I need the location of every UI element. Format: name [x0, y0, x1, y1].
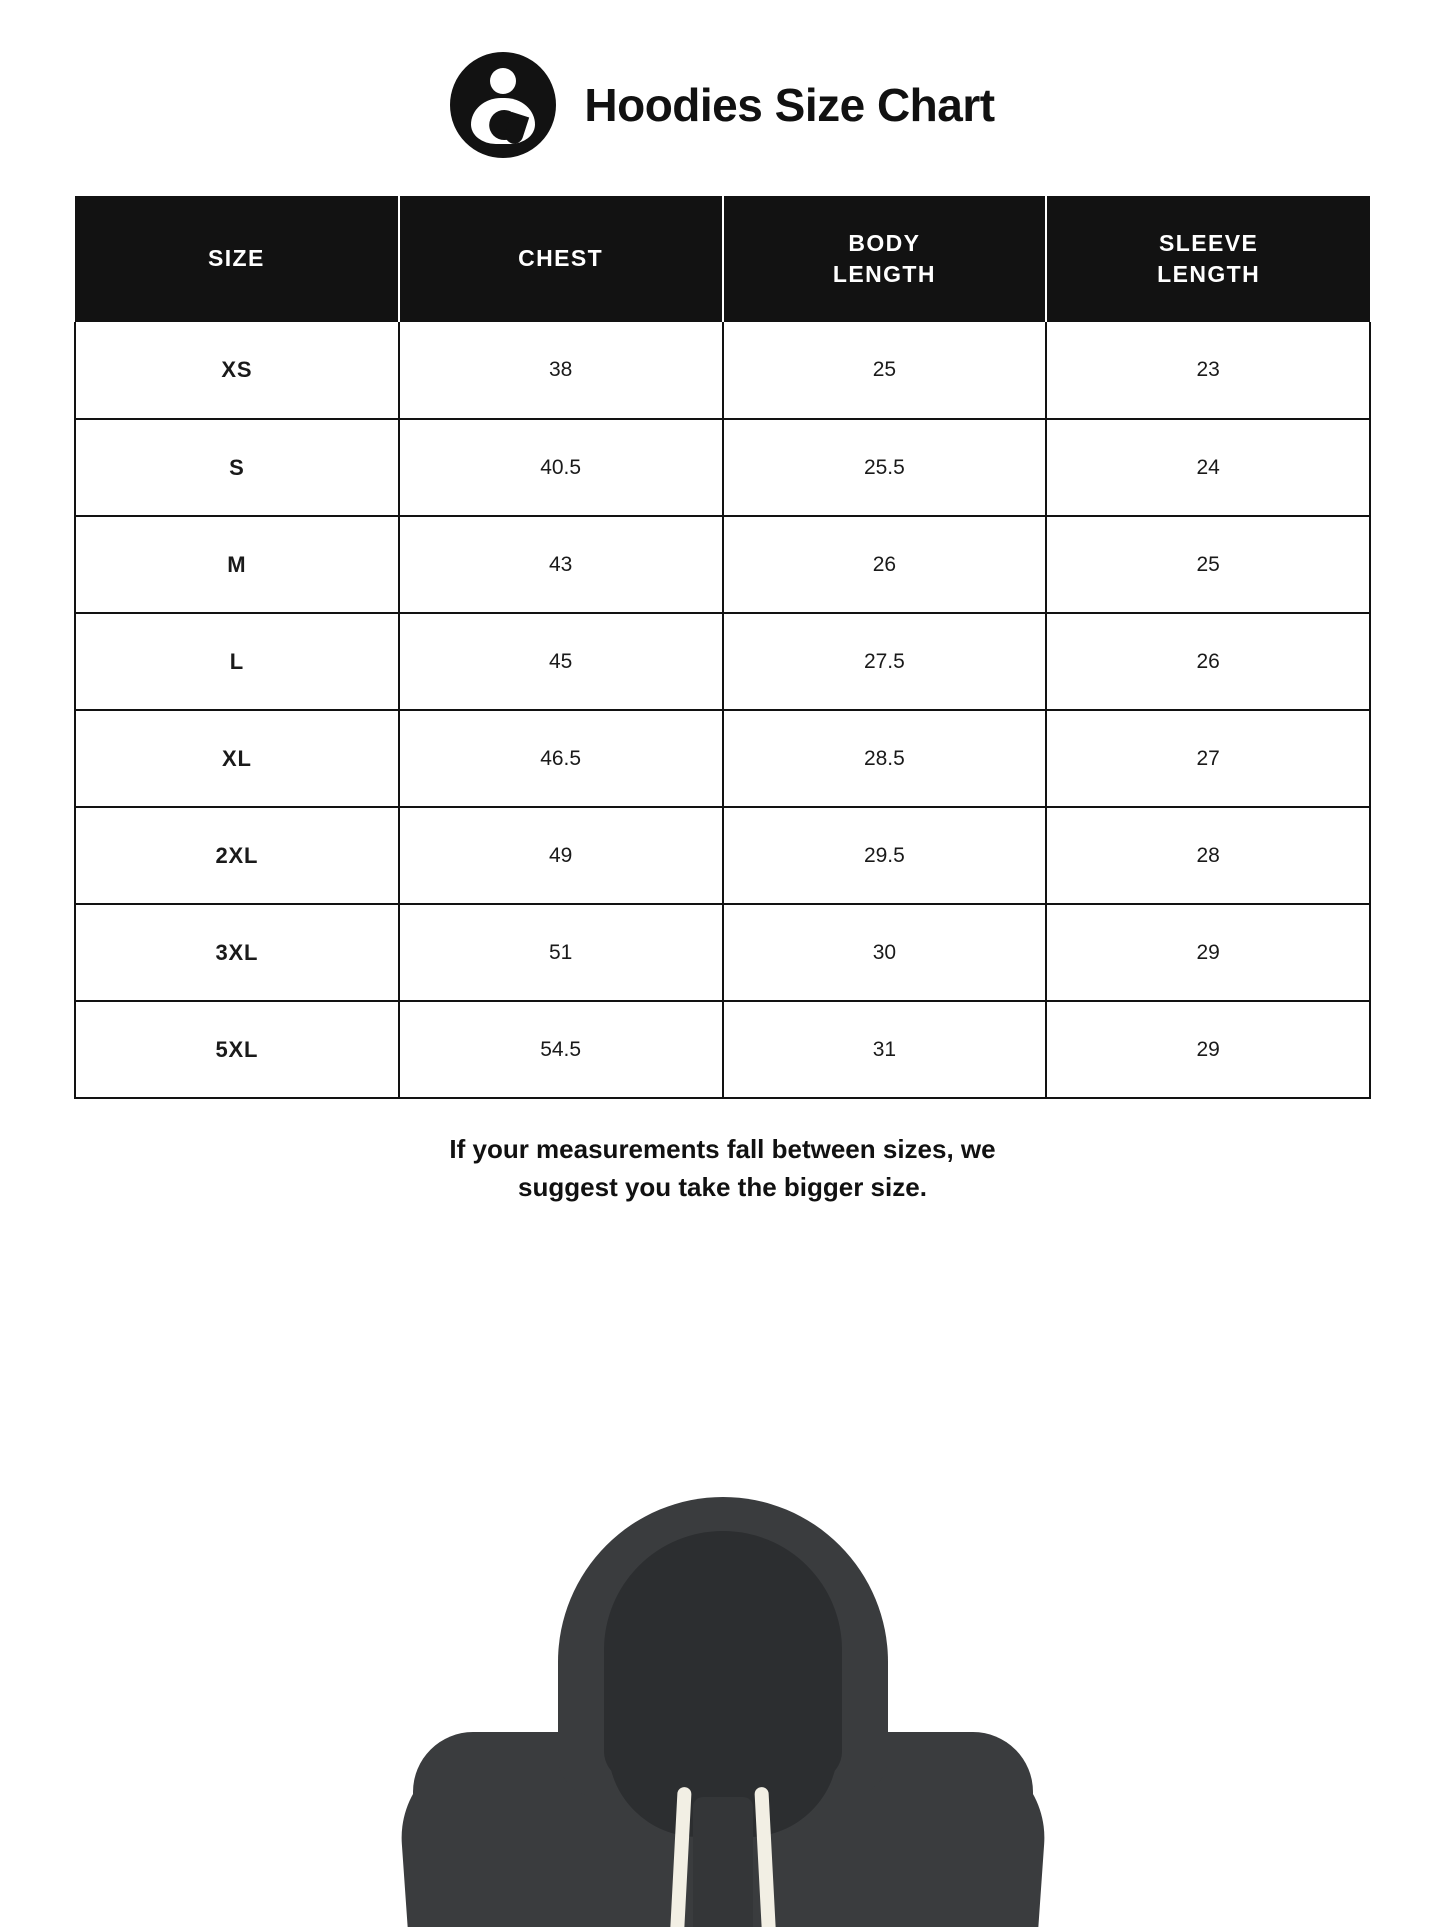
cell-chest: 51	[399, 904, 723, 1001]
cell-chest: 49	[399, 807, 723, 904]
column-header-body-length-line2: LENGTH	[832, 261, 936, 287]
sizing-note-line2: suggest you take the bigger size.	[518, 1171, 927, 1202]
hoodie-image-area	[0, 1497, 1445, 1927]
table-row	[75, 904, 1370, 1001]
dark-grey-hoodie-photo	[403, 1497, 1043, 1927]
mother-and-child-logo-icon	[450, 52, 556, 158]
cell-sleeve-length: 24	[1046, 419, 1370, 516]
size-chart-table	[74, 196, 1371, 1099]
cell-chest: 38	[399, 322, 723, 419]
cell-sleeve-length: 29	[1046, 1001, 1370, 1098]
cell-body-length: 30	[723, 904, 1047, 1001]
cell-sleeve-length: 25	[1046, 516, 1370, 613]
cell-sleeve-length: 27	[1046, 710, 1370, 807]
column-header-sleeve-length-line1: SLEEVE	[1159, 229, 1259, 256]
table-row	[75, 710, 1370, 807]
cell-size: S	[75, 419, 399, 516]
cell-body-length: 31	[723, 1001, 1047, 1098]
table-row	[75, 419, 1370, 516]
table-row	[75, 613, 1370, 710]
hoodie-placket	[693, 1797, 753, 1927]
cell-body-length: 26	[723, 516, 1047, 613]
cell-body-length: 28.5	[723, 710, 1047, 807]
cell-sleeve-length: 26	[1046, 613, 1370, 710]
cell-chest: 40.5	[399, 419, 723, 516]
cell-body-length: 29.5	[723, 807, 1047, 904]
hoodie-hood-inner	[604, 1531, 842, 1781]
cell-chest: 46.5	[399, 710, 723, 807]
column-header-body-length-line1: BODY	[848, 229, 921, 256]
cell-body-length: 25.5	[723, 419, 1047, 516]
sizing-note-line1: If your measurements fall between sizes, we	[449, 1134, 996, 1164]
cell-size: 5XL	[75, 1001, 399, 1098]
cell-chest: 43	[399, 516, 723, 613]
cell-sleeve-length: 29	[1046, 904, 1370, 1001]
table-row	[75, 322, 1370, 419]
cell-size: XL	[75, 710, 399, 807]
cell-chest: 45	[399, 613, 723, 710]
sizing-note	[150, 1131, 1295, 1206]
column-header-size: SIZE	[75, 196, 399, 322]
cell-body-length: 27.5	[723, 613, 1047, 710]
column-header-body-length	[723, 196, 1047, 322]
logo-head-shape	[490, 68, 516, 94]
table-row	[75, 516, 1370, 613]
page-title: Hoodies Size Chart	[584, 79, 995, 131]
size-chart-container	[74, 196, 1371, 1099]
table-row	[75, 807, 1370, 904]
page-header	[0, 0, 1445, 168]
table-row	[75, 1001, 1370, 1098]
cell-size: XS	[75, 322, 399, 419]
table-body	[75, 322, 1370, 1098]
column-header-sleeve-length-line2: LENGTH	[1157, 261, 1261, 287]
cell-chest: 54.5	[399, 1001, 723, 1098]
table-header-row	[75, 196, 1370, 322]
cell-size: L	[75, 613, 399, 710]
cell-size: 2XL	[75, 807, 399, 904]
cell-sleeve-length: 28	[1046, 807, 1370, 904]
cell-size: 3XL	[75, 904, 399, 1001]
cell-size: M	[75, 516, 399, 613]
column-header-sleeve-length	[1046, 196, 1370, 322]
column-header-chest: CHEST	[399, 196, 723, 322]
cell-body-length: 25	[723, 322, 1047, 419]
cell-sleeve-length: 23	[1046, 322, 1370, 419]
